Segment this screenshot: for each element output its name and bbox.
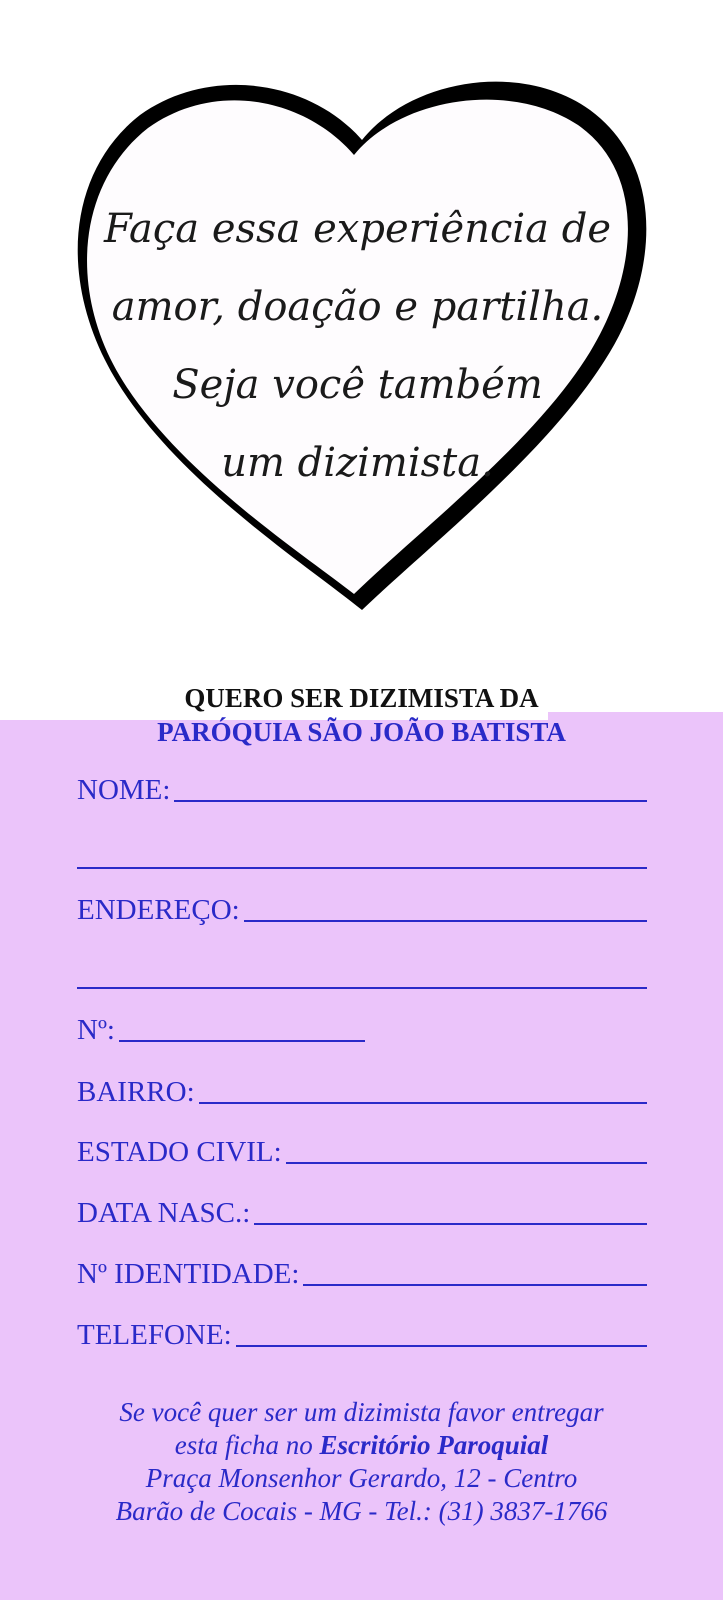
identidade-line[interactable] <box>303 1284 647 1286</box>
data-nasc-line[interactable] <box>254 1223 647 1225</box>
nome-field[interactable] <box>77 770 647 806</box>
telefone-label: TELEFONE: <box>77 1319 232 1351</box>
footer-instructions <box>0 1396 723 1528</box>
bairro-field[interactable] <box>77 1072 647 1108</box>
telefone-field[interactable] <box>77 1315 647 1351</box>
footer-office-name: Escritório Paroquial <box>319 1430 549 1460</box>
heart-line-3: Seja você também <box>172 362 543 408</box>
footer-line-2-prefix: esta ficha no <box>174 1430 320 1460</box>
numero-field[interactable] <box>77 1010 647 1046</box>
heart-line-1: Faça essa experiência de <box>103 206 612 252</box>
endereco-label: ENDEREÇO: <box>77 894 240 926</box>
telefone-line[interactable] <box>236 1345 647 1347</box>
endereco-continuation-line[interactable] <box>77 987 647 989</box>
form-subtitle: PARÓQUIA SÃO JOÃO BATISTA <box>157 717 566 747</box>
data-nasc-field[interactable] <box>77 1193 647 1229</box>
footer-line-1: Se você quer ser um dizimista favor entregar <box>119 1397 604 1427</box>
form-title: QUERO SER DIZIMISTA DA <box>184 683 539 713</box>
heart-graphic <box>0 0 723 640</box>
endereco-line[interactable] <box>244 920 647 922</box>
estado-civil-field[interactable] <box>77 1132 647 1168</box>
numero-line[interactable] <box>119 1040 365 1042</box>
numero-label: Nº: <box>77 1014 115 1046</box>
identidade-label: Nº IDENTIDADE: <box>77 1258 300 1290</box>
footer-city-phone: Barão de Cocais - MG - Tel.: (31) 3837-1766 <box>115 1496 608 1526</box>
bairro-line[interactable] <box>199 1102 647 1104</box>
bairro-label: BAIRRO: <box>77 1076 195 1108</box>
endereco-field[interactable] <box>77 890 647 926</box>
heart-line-2: amor, doação e partilha. <box>111 284 604 330</box>
estado-civil-label: ESTADO CIVIL: <box>77 1136 282 1168</box>
nome-continuation-line[interactable] <box>77 867 647 869</box>
footer-address: Praça Monsenhor Gerardo, 12 - Centro <box>145 1463 578 1493</box>
estado-civil-line[interactable] <box>286 1162 647 1164</box>
identidade-field[interactable] <box>77 1254 647 1290</box>
data-nasc-label: DATA NASC.: <box>77 1197 251 1229</box>
nome-label: NOME: <box>77 774 171 806</box>
heart-message <box>95 190 620 502</box>
footer-line-2 <box>0 1429 723 1462</box>
nome-line[interactable] <box>174 800 647 802</box>
heart-line-4: um dizimista. <box>221 440 494 486</box>
